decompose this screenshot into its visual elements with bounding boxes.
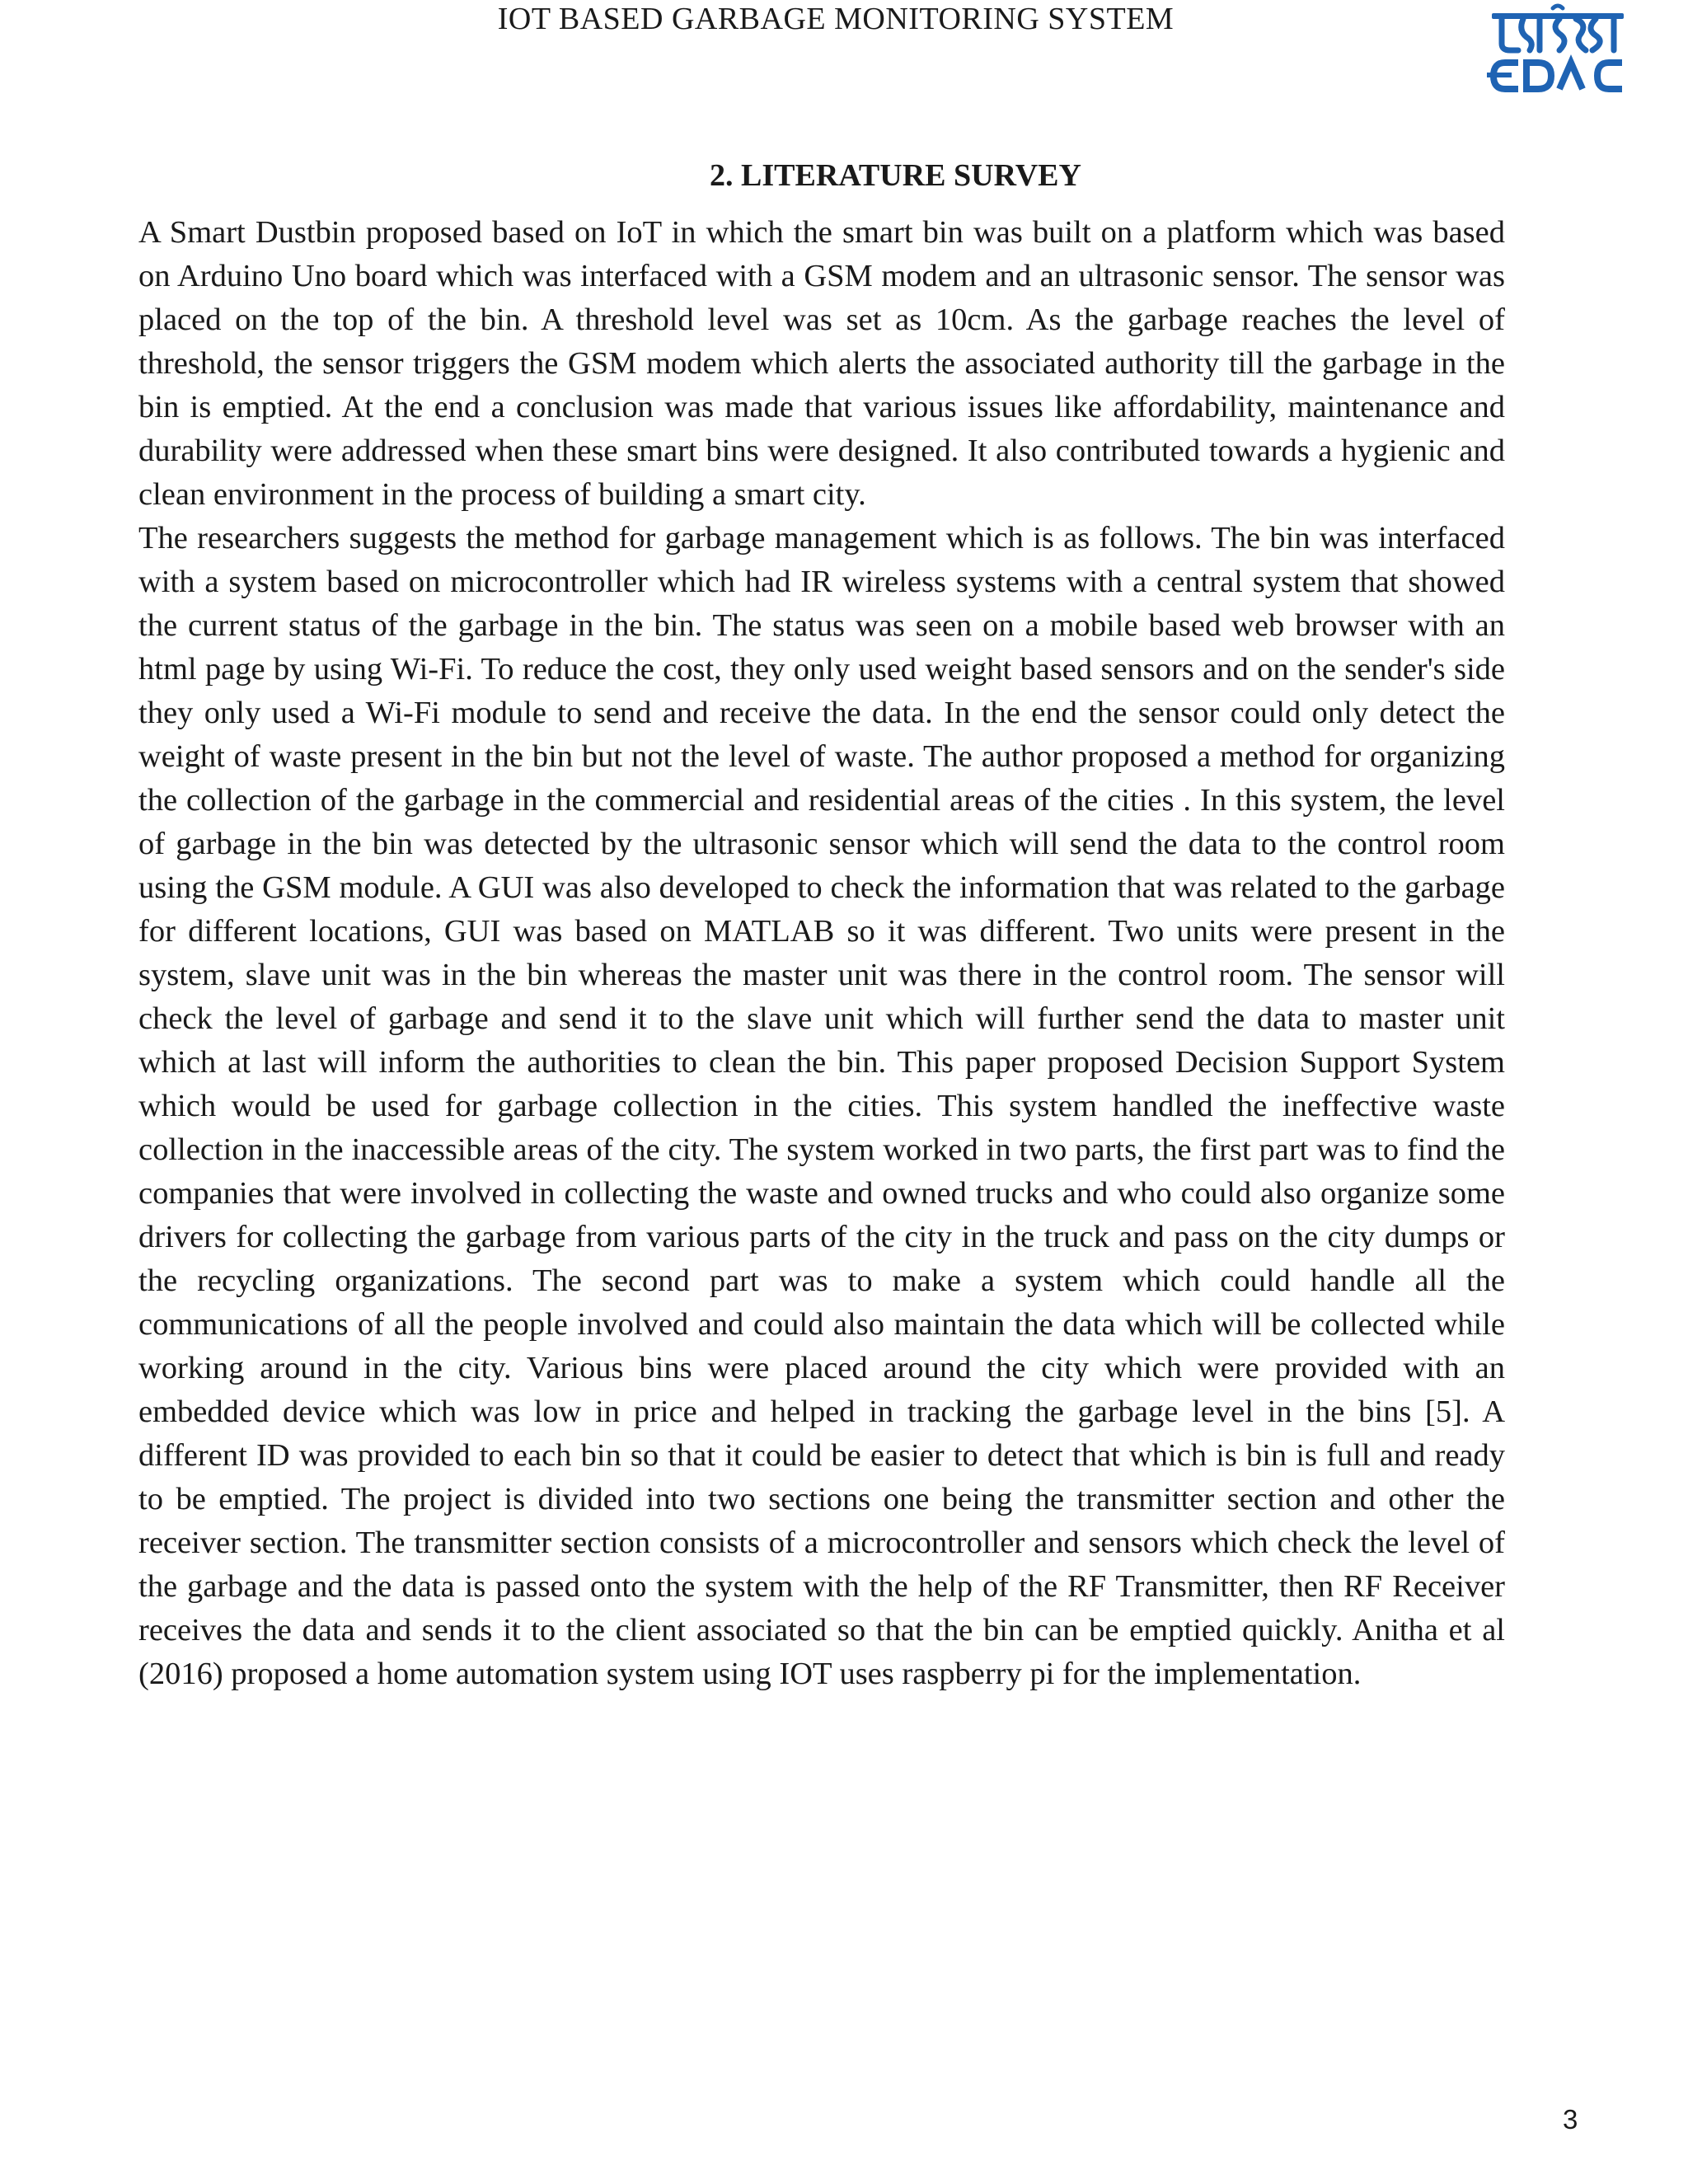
cdac-logo-icon (1484, 3, 1632, 101)
paragraph: A Smart Dustbin proposed based on IoT in which the smart bin was built on a platform which was based on Arduino Uno board which was interfaced with a GSM modem and an ultrasonic sensor. The sensor was placed on the top of the bin. A threshold level was set as 10cm. As the garbage reaches the level of threshold, the sensor triggers the GSM modem which alerts the associated authority till the garbage in the bin is emptied. At the end a conclusion was made that various issues like affordability, maintenance and durability were addressed when these smart bins were designed. It also contributed towards a hygienic and clean environment in the process of building a smart city. (138, 215, 1505, 512)
running-header (0, 0, 1688, 38)
running-header-title: IOT BASED GARBAGE MONITORING SYSTEM (497, 2, 1175, 36)
paragraph: The researchers suggests the method for garbage management which is as follows. The bin was interfaced with a system based on microcontroller which had IR wireless systems with a central system that showed the current status of the garbage in the bin. The status was seen on a mobile based web browser with an html page by using Wi-Fi. To reduce the cost, they only used weight based sensors and on the sender's side they only used a Wi-Fi module to send and receive the data. In the end the sensor could only detect the weight of waste present in the bin but not the level of waste. The author proposed a method for organizing the collection of the garbage in the commercial and residential areas of the cities . In this system, the level of garbage in the bin was detected by the ultrasonic sensor which will send the data to the control room using the GSM module. A GUI was also developed to check the information that was related to the garbage for different locations, GUI was based on MATLAB so it was different. Two units were present in the system, slave unit was in the bin whereas the master unit was there in the control room. The sensor will check the level of garbage and send it to the slave unit which will further send the data to master unit which at last will inform the authorities to clean the bin. This paper proposed Decision Support System which would be used for garbage collection in the cities. This system handled the ineffective waste collection in the inaccessible areas of the city. The system worked in two parts, the first part was to find the companies that were involved in collecting the waste and owned trucks and who could also organize some drivers for collecting the garbage from various parts of the city in the truck and pass on the city dumps or the recycling organizations. The second part was to make a system which could handle all the communications of all the people involved and could also maintain the data which will be collected while working around in the city. Various bins were placed around the city which were provided with an embedded device which was low in price and helped in tracking the garbage level in the bins [5]. A different ID was provided to each bin so that it could be easier to detect that which is bin is full and ready to be emptied. The project is divided into two sections one being the transmitter section and other the receiver section. The transmitter section consists of a microcontroller and sensors which check the level of the garbage and the data is passed onto the system with the help of the RF Transmitter, then RF Receiver receives the data and sends it to the client associated so that the bin can be emptied quickly. Anitha et al (2016) proposed a home automation system using IOT uses raspberry pi for the implementation. (138, 521, 1505, 1691)
section-title: 2. LITERATURE SURVEY (710, 158, 1081, 193)
page-number: 3 (1563, 2104, 1578, 2135)
body-text (138, 211, 1505, 1696)
